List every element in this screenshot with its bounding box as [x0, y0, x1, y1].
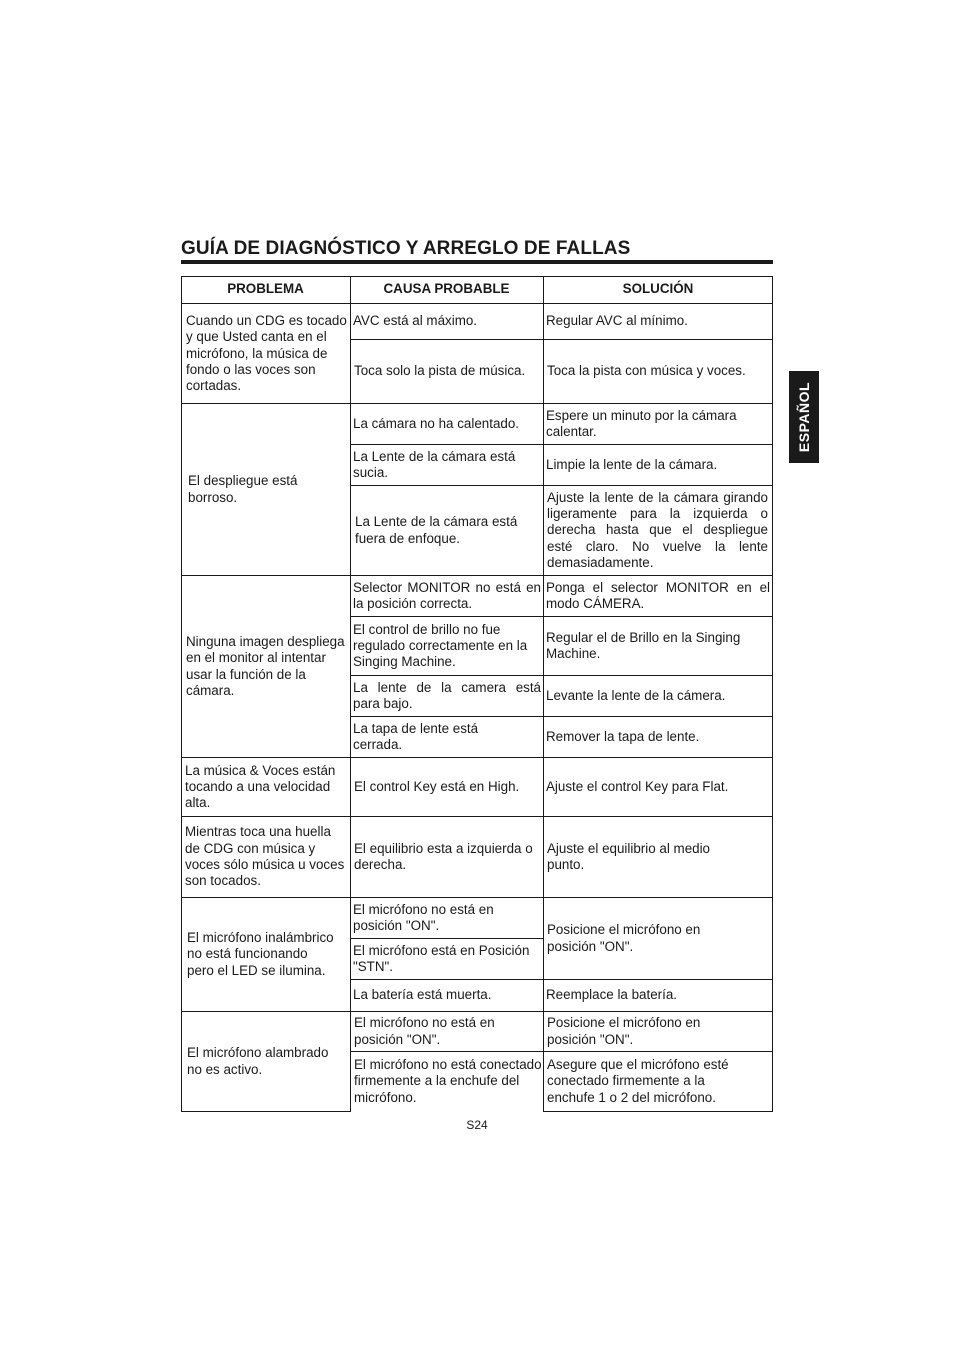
problem-text: Cuando un CDG es tocado y que Usted canta en el micrófono, la música de fondo o las voces son cortadas.	[186, 313, 347, 394]
solution-text: Ajuste el equilibrio al medio punto.	[547, 840, 711, 872]
cause-cell	[353, 445, 541, 485]
cause-cell	[353, 576, 541, 616]
solution-text: Reemplace la batería.	[546, 987, 678, 1003]
solution-text: Toca la pista con música y voces.	[547, 363, 746, 379]
problem-text: El micrófono alambrado no es activo.	[187, 1045, 329, 1077]
problem-cell	[186, 313, 348, 393]
solution-cell	[546, 717, 770, 757]
cause-cell	[354, 817, 542, 897]
cause-cell	[354, 1012, 542, 1051]
cause-text: El micrófono está en Posición "STN".	[353, 942, 530, 974]
cause-cell	[354, 1052, 542, 1111]
cause-text: AVC está al máximo.	[353, 313, 478, 329]
problem-text: Ninguna imagen despliega en el monitor al intentar usar la función de la cámara.	[186, 633, 345, 698]
solution-text: Limpie la lente de la cámara.	[546, 456, 718, 472]
cause-text: El equilibrio esta a izquierda o derecha.	[354, 840, 533, 872]
cause-text: La Lente de la cámara está fuera de enfoque.	[355, 514, 518, 546]
cause-cell	[354, 340, 542, 403]
cause-cell	[355, 486, 541, 575]
solution-text: Ajuste el control Key para Flat.	[546, 778, 729, 794]
solution-text: Posicione el micrófono en posición "ON".	[547, 1015, 701, 1047]
cause-text: El micrófono no está conectado firmemente a la enchufe del micrófono.	[354, 1057, 542, 1105]
header-problem	[181, 276, 350, 303]
solution-cell	[546, 304, 770, 339]
table-rule	[543, 1111, 773, 1112]
solution-text: Regular el de Brillo en la Singing Machine.	[546, 629, 741, 661]
table-rule	[181, 1111, 351, 1112]
problem-text: Mientras toca una huella de CDG con música y voces sólo música u voces son tocados.	[185, 824, 345, 889]
cause-text: El control Key está en High.	[354, 778, 520, 794]
cause-text: La batería está muerta.	[353, 987, 492, 1003]
problem-cell	[188, 404, 346, 575]
solution-cell	[546, 617, 766, 675]
solution-text: Ponga el selector MONITOR en el modo CÁMERA.	[546, 579, 770, 611]
solution-cell	[547, 1012, 747, 1051]
solution-text: Remover la tapa de lente.	[546, 728, 700, 744]
cause-text: La lente de la camera está para bajo.	[353, 679, 541, 711]
cause-cell	[353, 717, 523, 757]
cause-text: La tapa de lente está cerrada.	[353, 720, 479, 752]
solution-cell	[546, 758, 770, 816]
page-title: GUÍA DE DIAGNÓSTICO Y ARREGLO DE FALLAS	[181, 238, 631, 259]
troubleshooting-table	[181, 276, 773, 1112]
table-rule	[543, 276, 544, 1112]
cause-text: El control de brillo no fue regulado correctamente en la Singing Machine.	[353, 621, 528, 670]
problem-cell	[187, 898, 335, 1011]
solution-cell	[546, 980, 770, 1011]
cause-text: La cámara no ha calentado.	[353, 415, 520, 431]
solution-cell	[546, 676, 770, 716]
problem-text: El despliegue está borroso.	[188, 473, 298, 505]
table-rule	[181, 276, 182, 1112]
title-underline	[181, 260, 773, 264]
solution-cell	[546, 404, 770, 444]
cause-cell	[353, 939, 541, 979]
header-cause-label: CAUSA PROBABLE	[383, 281, 510, 297]
cause-text: Selector MONITOR no está en la posición correcta.	[353, 579, 541, 611]
solution-text: Asegure que el micrófono esté conectado firmemente a la enchufe 1 o 2 del micrófono.	[547, 1057, 729, 1105]
solution-cell	[547, 817, 757, 897]
table-rule	[350, 276, 351, 1112]
cause-cell	[353, 898, 541, 938]
cause-text: El micrófono no está en posición "ON".	[354, 1015, 495, 1047]
cause-cell	[353, 617, 541, 675]
language-side-tab	[789, 371, 819, 463]
header-solution	[543, 276, 773, 303]
problem-text: La música & Voces están tocando a una velocidad alta.	[185, 762, 336, 811]
header-cause	[350, 276, 543, 303]
solution-cell	[546, 576, 770, 616]
problem-cell	[187, 1012, 347, 1111]
cause-cell	[353, 980, 541, 1011]
header-solution-label: SOLUCIÓN	[622, 281, 694, 297]
problem-cell	[185, 758, 345, 816]
solution-cell	[547, 340, 771, 403]
cause-text: Toca solo la pista de música.	[354, 363, 526, 379]
solution-text: Ajuste la lente de la cámara girando ligeramente para la izquierda o derecha hasta que el despliegue esté claro. No vuelve la lente demasiadamente.	[547, 489, 768, 570]
solution-cell	[547, 898, 747, 979]
solution-text: Espere un minuto por la cámara calentar.	[546, 407, 737, 439]
solution-cell	[547, 1052, 752, 1111]
cause-cell	[353, 676, 541, 716]
solution-text: Levante la lente de la cámera.	[546, 687, 726, 703]
problem-cell	[186, 576, 348, 757]
solution-cell	[546, 445, 770, 485]
table-rule	[772, 276, 773, 1112]
problem-cell	[185, 817, 349, 897]
solution-text: Regular AVC al mínimo.	[546, 313, 688, 329]
cause-cell	[353, 404, 541, 444]
problem-text: El micrófono inalámbrico no está funcionando pero el LED se ilumina.	[187, 930, 334, 978]
solution-cell	[547, 486, 768, 575]
solution-text: Posicione el micrófono en posición "ON".	[547, 922, 701, 954]
cause-cell	[353, 304, 541, 339]
cause-text: La Lente de la cámara está sucia.	[353, 448, 516, 480]
header-problem-label: PROBLEMA	[227, 281, 304, 297]
language-tab-label: ESPAÑOL	[796, 381, 812, 453]
cause-text: El micrófono no está en posición "ON".	[353, 901, 494, 933]
cause-cell	[354, 758, 542, 816]
page-number: S24	[466, 1118, 488, 1132]
